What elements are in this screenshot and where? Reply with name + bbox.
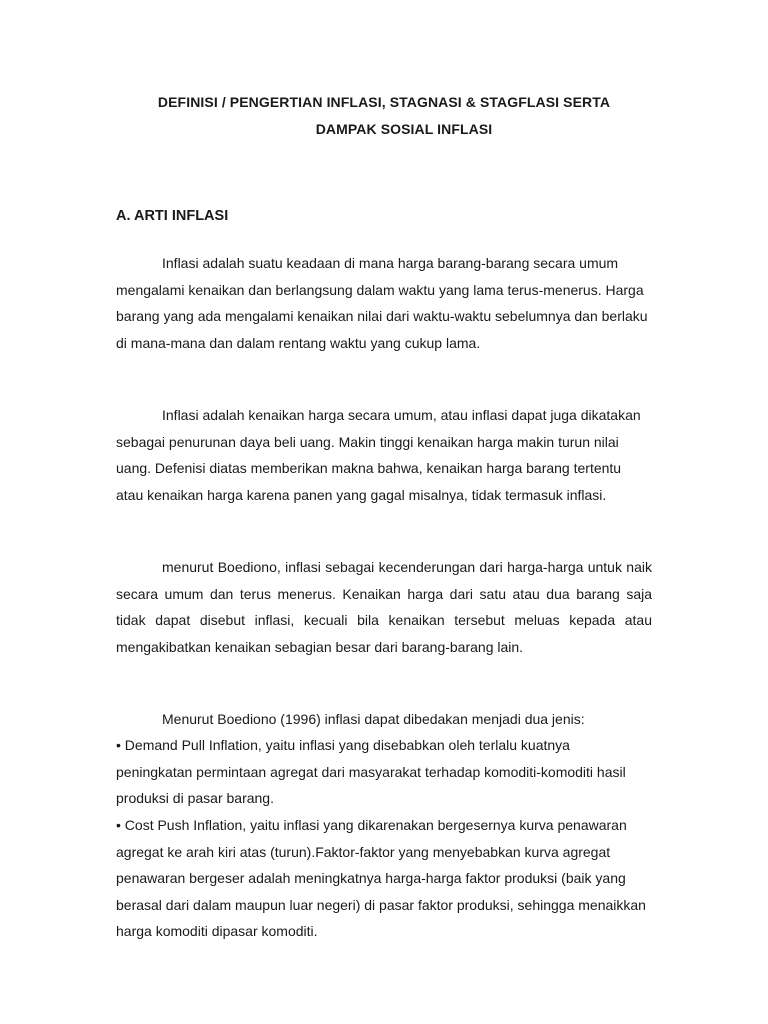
bullet-item-cost-push: • Cost Push Inflation, yaitu inflasi yang dikarenakan bergesernya kurva penawaran agregat ke arah kiri atas (turun).Faktor-faktor yang menyebabkan kurva agregat penawaran bergeser adalah meningkatnya harga-harga faktor produksi (baik yang berasal dari dalam maupun luar negeri) di pasar faktor produksi, sehingga menaikkan harga komoditi dipasar komoditi. bbox=[116, 817, 646, 939]
document-title-line-1: DEFINISI / PENGERTIAN INFLASI, STAGNASI & STAGFLASI SERTA bbox=[157, 94, 611, 110]
paragraph-3 bbox=[116, 554, 652, 660]
bullet-item-demand-pull: • Demand Pull Inflation, yaitu inflasi yang disebabkan oleh terlalu kuatnya peningkatan permintaan agregat dari masyarakat terhadap komoditi-komoditi hasil produksi di pasar barang. bbox=[116, 737, 626, 806]
document-title-line-2: DAMPAK SOSIAL INFLASI bbox=[315, 121, 493, 137]
paragraph-1-text: Inflasi adalah suatu keadaan di mana harga barang-barang secara umum mengalami kenaikan dan berlangsung dalam waktu yang lama terus-menerus. Harga barang yang ada mengalami kenaikan nilai dari waktu-waktu sebelumnya dan berlaku di mana-mana dan dalam rentang waktu yang cukup lama. bbox=[116, 255, 648, 351]
paragraph-3-text: menurut Boediono, inflasi sebagai kecenderungan dari harga-harga untuk naik secara umum dan terus menerus. Kenaikan harga dari satu atau dua barang saja tidak dapat disebut inflasi, kecuali bila kenaikan tersebut meluas kepada atau mengakibatkan kenaikan sebagian besar dari barang-barang lain. bbox=[116, 559, 652, 655]
paragraph-4 bbox=[116, 706, 652, 733]
paragraph-1 bbox=[116, 250, 652, 356]
section-heading: A. ARTI INFLASI bbox=[116, 208, 229, 224]
paragraph-4-text: Menurut Boediono (1996) inflasi dapat dibedakan menjadi dua jenis: bbox=[162, 711, 585, 727]
paragraph-2-text: Inflasi adalah kenaikan harga secara umum, atau inflasi dapat juga dikatakan sebagai penurunan daya beli uang. Makin tinggi kenaikan harga makin turun nilai uang. Defenisi diatas memberikan makna bahwa, kenaikan harga barang tertentu atau kenaikan harga karena panen yang gagal misalnya, tidak termasuk inflasi. bbox=[116, 407, 641, 503]
paragraph-2 bbox=[116, 402, 652, 508]
